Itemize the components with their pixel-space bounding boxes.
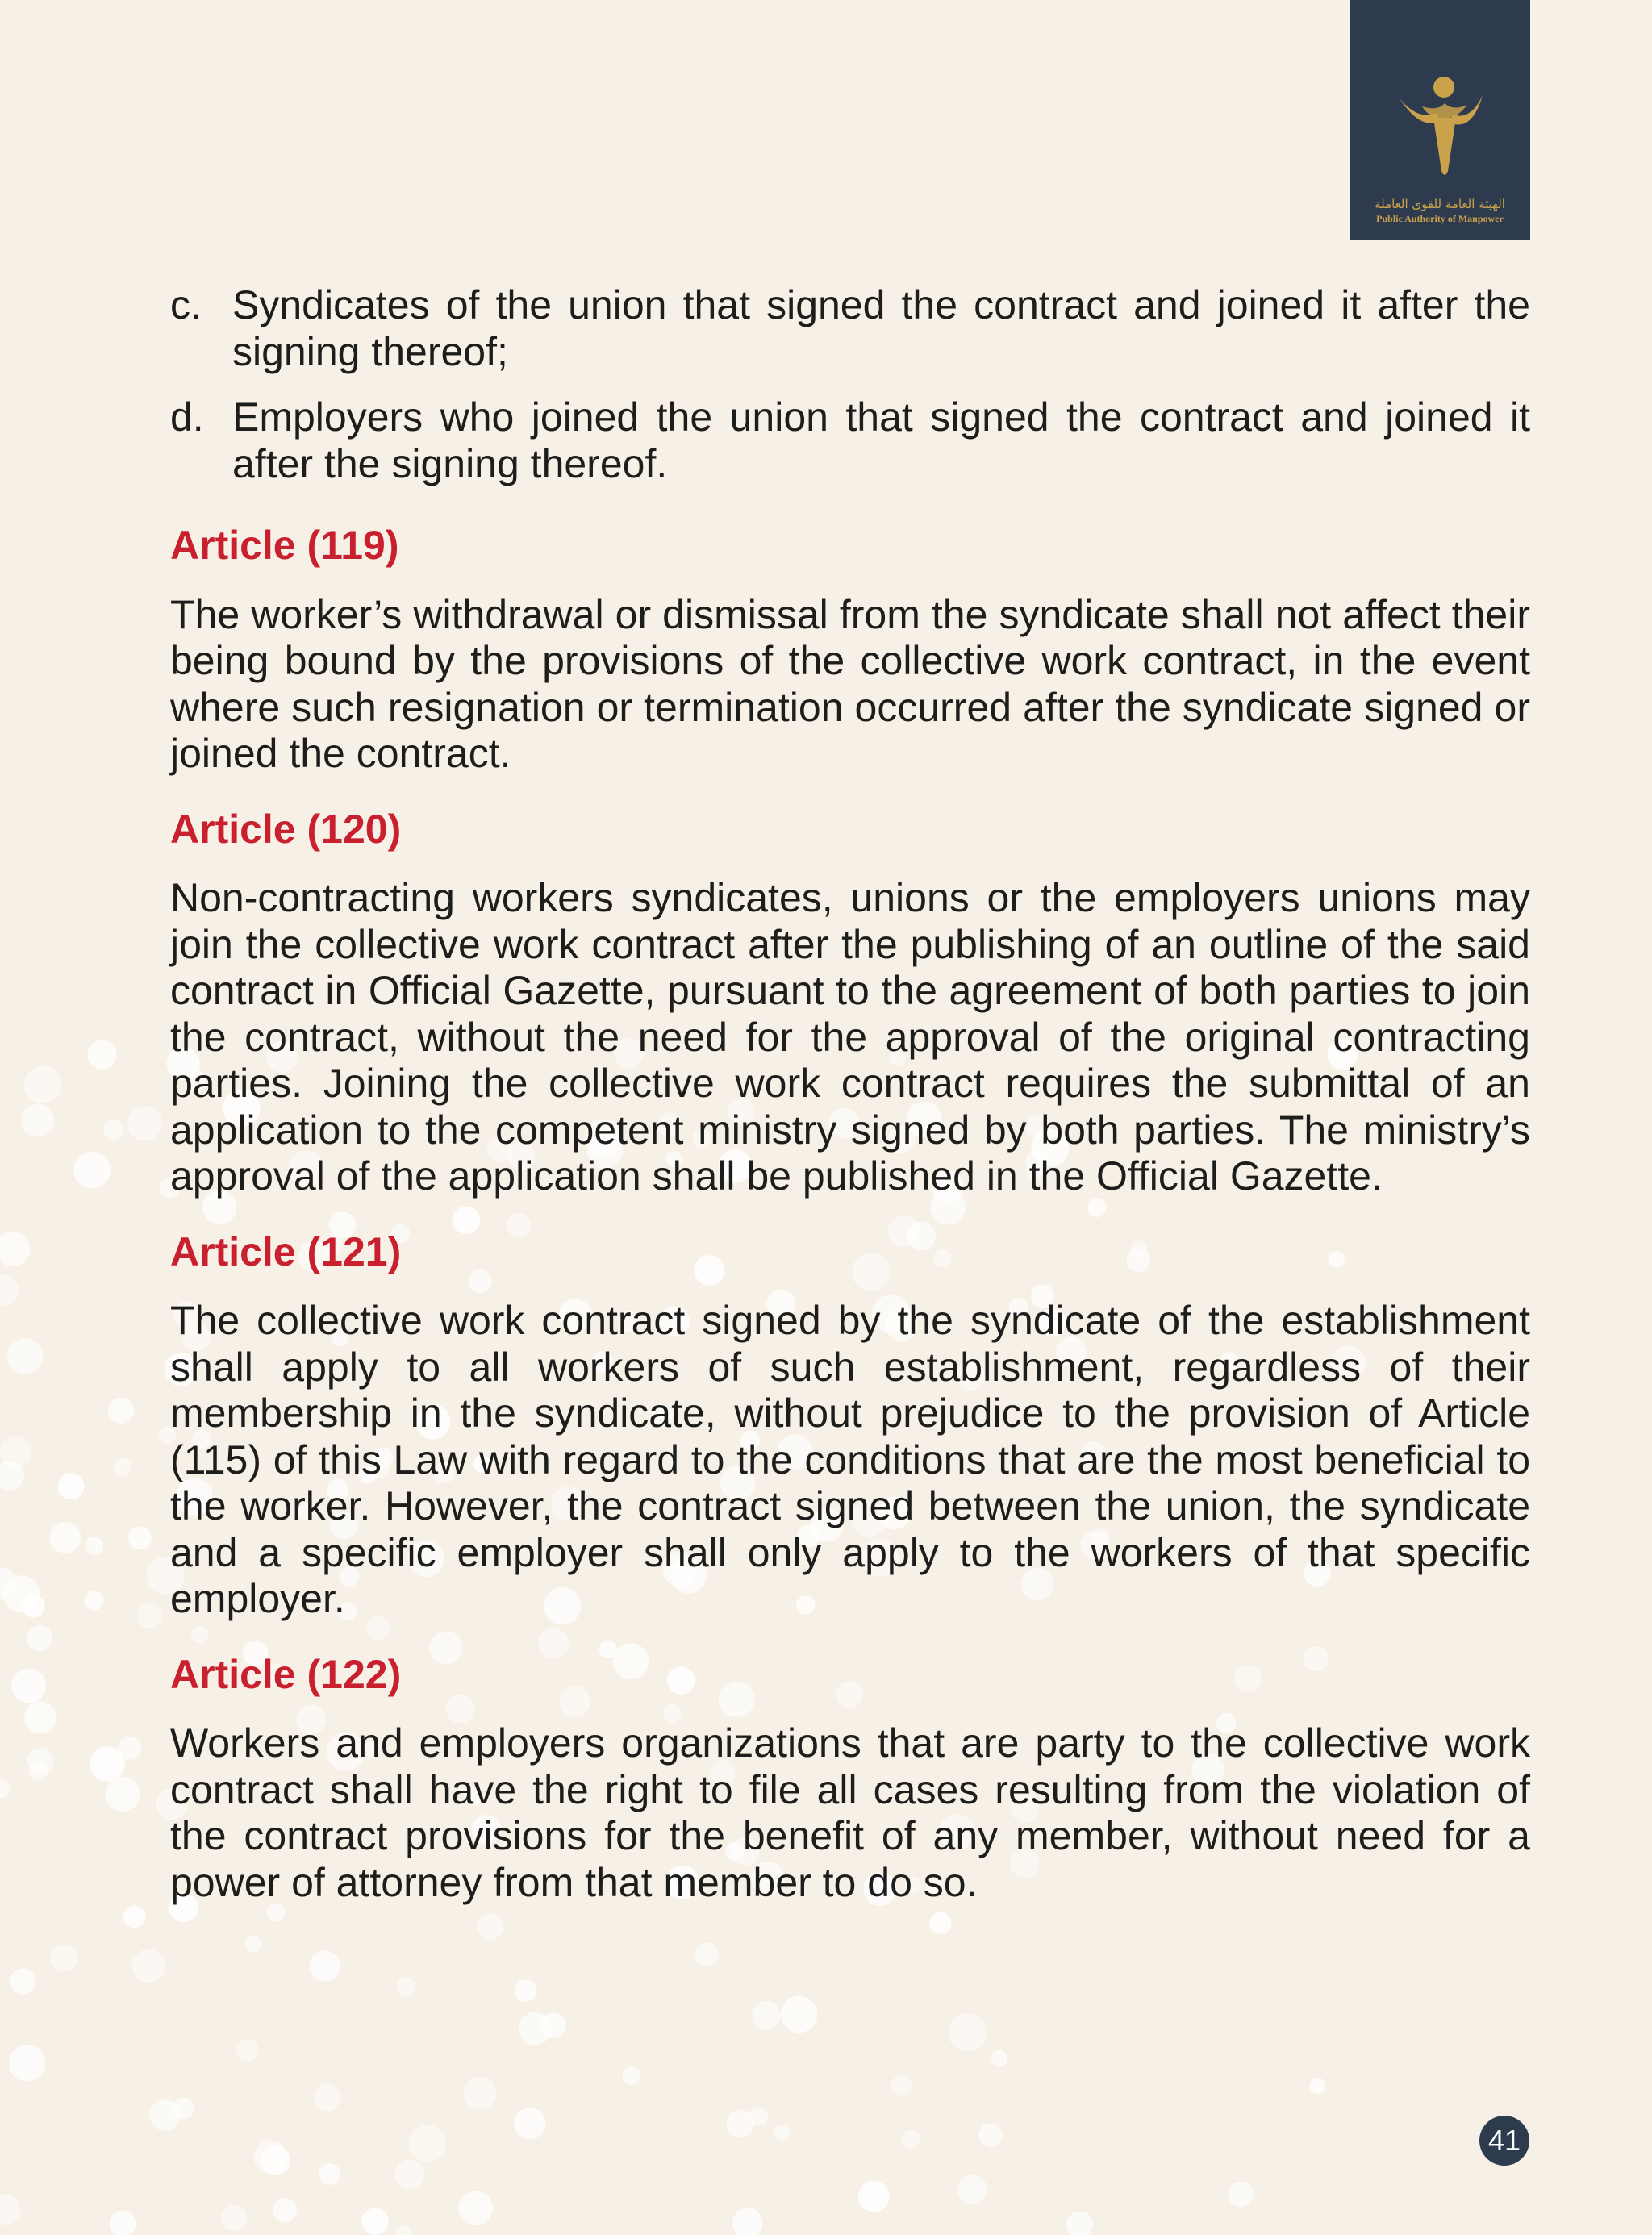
background-dot [132, 1949, 166, 1983]
background-dot [891, 2075, 912, 2096]
background-dot [515, 1979, 537, 2002]
article-body: The collective work contract signed by the syndicate of the establishment shall apply to all workers of such establishment, regardless of their membership in the syndicate, without prejudice to the provision of Article (115) of this Law with regard to the conditions that are the most beneficial to the worker. However, the contract signed between the union, the syndicate and a specific employer shall only apply to the workers of that specific employer. [170, 1298, 1530, 1621]
background-dot [103, 1120, 123, 1140]
background-dot [314, 2084, 340, 2111]
background-dot [114, 1458, 131, 1476]
background-dot [622, 2066, 640, 2085]
background-dot [245, 1936, 262, 1953]
background-dot [0, 2195, 20, 2225]
background-dot [949, 2013, 987, 2051]
background-dot [319, 2163, 340, 2185]
background-dot [7, 1338, 43, 1374]
background-dot [752, 2001, 781, 2030]
background-dot [21, 1104, 54, 1137]
background-dot [774, 2125, 791, 2141]
background-dot [73, 1152, 111, 1189]
background-dot [90, 1746, 126, 1782]
list-item [170, 394, 1530, 487]
background-dot [221, 2205, 247, 2231]
article-body: The worker’s withdrawal or dismissal from the syndicate shall not affect their being bound by the provisions of the collective work contract, in the event where such resignation or termination occurred after the syndicate signed or joined the contract. [170, 591, 1530, 776]
background-dot [540, 2012, 566, 2038]
logo-english-text: Public Authority of Manpower [1376, 213, 1504, 224]
background-dot [395, 2225, 411, 2235]
background-dot [137, 1603, 163, 1628]
background-dot [261, 2145, 291, 2175]
background-dot [0, 1780, 10, 1798]
background-dot [0, 1436, 31, 1468]
background-dot [10, 1969, 35, 1995]
background-dot [957, 2175, 987, 2204]
background-dot [458, 2191, 493, 2225]
background-dot [87, 1040, 116, 1069]
background-dot [11, 1669, 46, 1703]
background-dot [128, 1527, 152, 1550]
background-dot [1066, 2212, 1093, 2235]
background-dot [29, 1762, 48, 1781]
background-dot [514, 2108, 545, 2139]
background-dot [3, 1575, 40, 1612]
article-heading: Article (119) [170, 523, 399, 568]
background-dot [1309, 2078, 1325, 2094]
background-dot [0, 1232, 31, 1266]
background-dot [27, 1625, 52, 1651]
page-content [170, 282, 1530, 1935]
background-dot [127, 1107, 162, 1141]
article-heading: Article (120) [170, 806, 402, 852]
background-dot [395, 2160, 425, 2190]
background-dot [408, 2125, 446, 2162]
background-dot [24, 1066, 61, 1103]
article-body: Workers and employers organizations that are party to the collective work contract shall have the right to file all cases resulting from the violation of the contract provisions for the benefit of any member, without need for a power of attorney from that member to do so. [170, 1720, 1530, 1905]
organization-logo [1350, 0, 1530, 240]
background-dot [24, 1701, 56, 1733]
background-dot [310, 1950, 341, 1982]
background-dot [749, 2108, 768, 2126]
background-dot [901, 2130, 920, 2149]
background-dot [50, 1522, 81, 1553]
figure-emblem-icon [1350, 0, 1530, 194]
article-heading: Article (122) [170, 1651, 402, 1697]
background-dot [110, 2211, 136, 2235]
background-dot [978, 2123, 1003, 2147]
background-dot [991, 2050, 1007, 2067]
background-dot [50, 1945, 77, 1972]
background-dot [85, 1537, 103, 1555]
background-dot [732, 2208, 763, 2235]
logo-arabic-text: الهيئة العامة للقوى العاملة [1375, 197, 1505, 211]
background-dot [361, 2208, 388, 2234]
background-dot [695, 1942, 719, 1966]
list-item-text: Syndicates of the union that signed the contract and joined it after the signing thereof; [232, 282, 1530, 374]
background-dot [781, 1996, 817, 2033]
background-dot [84, 1591, 103, 1610]
article-body: Non-contracting workers syndicates, unions or the employers unions may join the collective work contract after the publishing of an outline of the said contract in Official Gazette, pursuant to the agreement of both parties to join the contract, without the need for the approval of the original contracting parties. Joining the collective work contract requires the submittal of an application to the competent ministry signed by both parties. The ministry’s approval of the application shall be published in the Official Gazette. [170, 875, 1530, 1199]
background-dot [173, 2098, 194, 2120]
article-heading: Article (121) [170, 1228, 402, 1274]
background-dot [858, 2181, 890, 2212]
background-dot [0, 1275, 19, 1305]
background-dot [106, 1777, 140, 1812]
background-dot [236, 2039, 259, 2062]
background-dot [464, 2076, 497, 2109]
background-dot [123, 1905, 146, 1928]
background-dot [108, 1398, 134, 1424]
background-dot [273, 2198, 297, 2222]
list-marker: c. [170, 282, 202, 327]
page-number: 41 [1479, 2116, 1529, 2166]
background-dot [1228, 2182, 1254, 2208]
background-dot [396, 1977, 415, 1996]
list-marker: d. [170, 394, 204, 440]
list-item [170, 282, 1530, 375]
list-item-text: Employers who joined the union that signed the contract and joined it after the signing thereof. [232, 394, 1530, 486]
background-dot [57, 1473, 84, 1499]
background-dot [9, 2045, 45, 2081]
